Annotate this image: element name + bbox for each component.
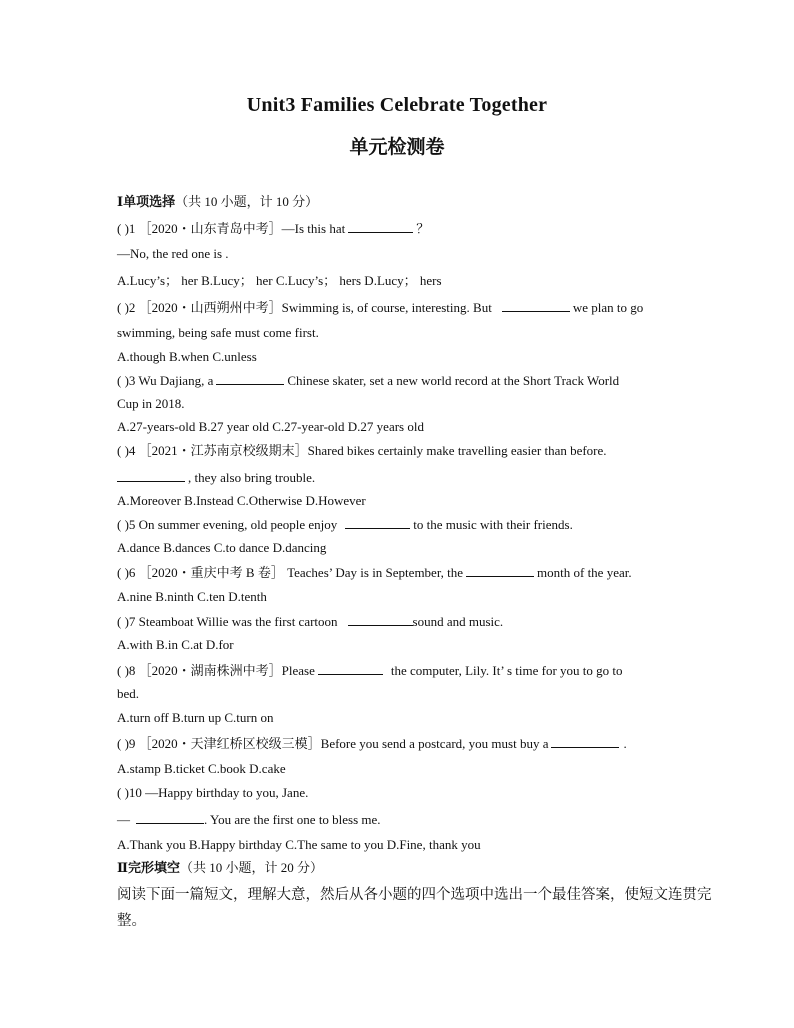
- question-7-options: A.with B.in C.at D.for: [117, 637, 234, 652]
- answer-blank[interactable]: [136, 811, 204, 824]
- question-4-options: A.Moreover B.Instead C.Otherwise D.However: [117, 493, 366, 508]
- section-1-heading: [117, 194, 318, 210]
- question-5: [117, 516, 573, 533]
- answer-blank[interactable]: [318, 662, 383, 675]
- question-8-stem-end: the computer, Lily. It’ s time for you to go to: [390, 663, 623, 678]
- question-1-options: A.Lucy’s； her B.Lucy； her C.Lucy’s； hers D.Lucy； hers: [117, 273, 442, 288]
- answer-blank[interactable]: [551, 735, 619, 748]
- question-4-line2: [117, 469, 315, 486]
- question-1-stem-end: ？: [416, 221, 430, 236]
- section-1-info: （共 10 小题，计 10 分）: [175, 194, 319, 209]
- question-9-stem: ( )9 ［2020・天津红桥区校级三模］Before you send a postcard, you must buy a: [117, 736, 549, 751]
- section-2-number: Ⅱ: [117, 860, 128, 875]
- question-10-dash: —: [117, 812, 130, 827]
- instructions-line2: 整。: [117, 913, 146, 929]
- question-2: [117, 299, 643, 316]
- instructions-line1: 阅读下面一篇短文，理解大意，然后从各小题的四个选项中选出一个最佳答案，使短文连贯完: [117, 887, 712, 903]
- question-6-stem-end: month of the year.: [537, 565, 632, 580]
- answer-blank[interactable]: [502, 299, 570, 312]
- question-4: ( )4 ［2021・江苏南京校级期末］Shared bikes certainly make travelling easier than before.: [117, 443, 607, 458]
- question-5-options: A.dance B.dances C.to dance D.dancing: [117, 540, 327, 555]
- question-9-stem-end: .: [623, 736, 627, 751]
- question-2-options: A.though B.when C.unless: [117, 349, 257, 364]
- question-8-stem: ( )8 ［2020・湖南株洲中考］Please: [117, 663, 315, 678]
- question-3: [117, 372, 619, 389]
- question-10: ( )10 —Happy birthday to you, Jane.: [117, 785, 309, 800]
- question-8-line2: bed.: [117, 686, 140, 701]
- question-1-stem: ( )1 ［2020・山东青岛中考］—Is this hat: [117, 221, 346, 236]
- section-1-name: 单项选择: [123, 194, 176, 209]
- section-2-heading: [117, 860, 323, 876]
- page-title: Unit3 Families Celebrate Together: [246, 94, 548, 116]
- page-subtitle: 单元检测卷: [349, 137, 445, 158]
- question-10-line2: [117, 811, 381, 828]
- answer-blank[interactable]: [466, 564, 534, 577]
- question-4-stem-end: , they also bring trouble.: [188, 470, 316, 485]
- section-2-info: （共 10 小题，计 20 分）: [179, 860, 323, 875]
- section-1-number: Ⅰ: [117, 194, 124, 209]
- answer-blank[interactable]: [348, 613, 413, 626]
- answer-blank[interactable]: [348, 220, 413, 233]
- question-6-stem: ( )6 ［2020・重庆中考 B 卷］ Teaches’ Day is in September, the: [117, 565, 464, 580]
- section-2-name: 完形填空: [127, 860, 180, 875]
- question-3-options: A.27-years-old B.27 year old C.27-year-old D.27 years old: [117, 419, 424, 434]
- question-9-options: A.stamp B.ticket C.book D.cake: [117, 761, 286, 776]
- question-1-line2: —No, the red one is .: [117, 246, 229, 261]
- question-7-stem-end: sound and music.: [412, 614, 504, 629]
- question-5-stem: ( )5 On summer evening, old people enjoy: [117, 517, 338, 532]
- question-2-stem: ( )2 ［2020・山西朔州中考］Swimming is, of course, interesting. But: [117, 300, 492, 315]
- answer-blank[interactable]: [216, 372, 284, 385]
- question-6-options: A.nine B.ninth C.ten D.tenth: [117, 589, 267, 604]
- question-8: [117, 662, 623, 679]
- answer-blank[interactable]: [117, 469, 185, 482]
- answer-blank[interactable]: [345, 516, 410, 529]
- question-2-line2: swimming, being safe must come first.: [117, 325, 319, 340]
- question-10-stem-end: . You are the first one to bless me.: [204, 812, 381, 827]
- question-3-stem: ( )3 Wu Dajiang, a: [117, 373, 214, 388]
- question-8-options: A.turn off B.turn up C.turn on: [117, 710, 274, 725]
- question-2-stem-end: we plan to go: [572, 300, 644, 315]
- question-7: [117, 613, 503, 630]
- question-7-stem: ( )7 Steamboat Willie was the first cartoon: [117, 614, 338, 629]
- question-1: [117, 220, 429, 237]
- question-5-stem-end: to the music with their friends.: [413, 517, 573, 532]
- question-10-options: A.Thank you B.Happy birthday C.The same to you D.Fine, thank you: [117, 837, 481, 852]
- question-3-line2: Cup in 2018.: [117, 396, 185, 411]
- question-3-stem-end: Chinese skater, set a new world record at the Short Track World: [287, 373, 620, 388]
- question-6: [117, 564, 632, 581]
- question-9: [117, 735, 627, 752]
